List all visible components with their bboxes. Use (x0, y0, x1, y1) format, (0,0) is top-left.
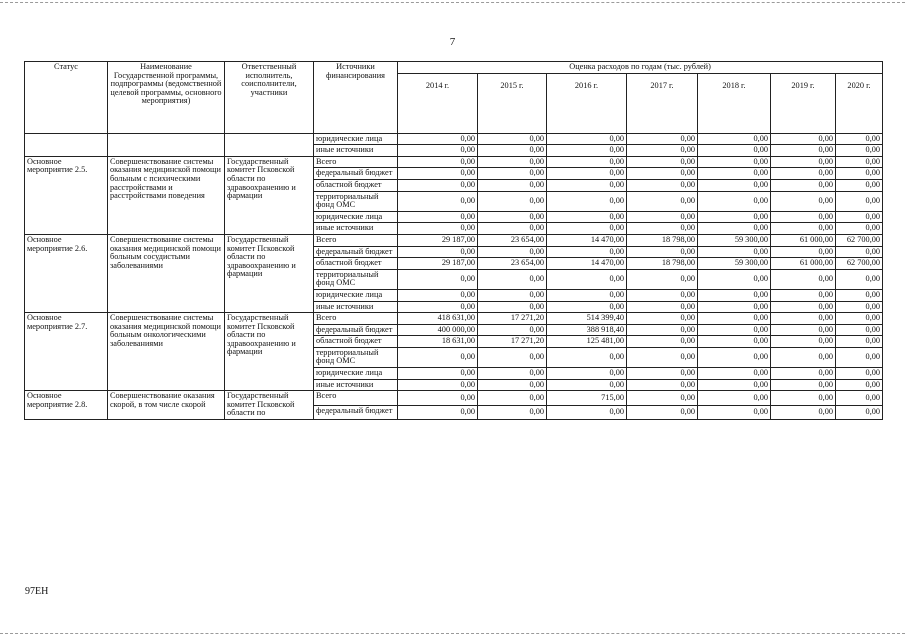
source-cell: областной бюджет (314, 258, 398, 270)
value-cell: 0,00 (627, 156, 698, 168)
value-cell: 0,00 (547, 269, 627, 289)
value-cell: 0,00 (398, 289, 478, 301)
value-cell: 0,00 (771, 301, 836, 313)
value-cell: 0,00 (478, 269, 547, 289)
value-cell: 0,00 (478, 324, 547, 336)
value-cell: 0,00 (627, 191, 698, 211)
source-cell: федеральный бюджет (314, 168, 398, 180)
value-cell: 0,00 (771, 191, 836, 211)
value-cell: 0,00 (398, 246, 478, 258)
value-cell: 0,00 (627, 301, 698, 313)
value-cell: 0,00 (836, 347, 883, 367)
value-cell: 0,00 (478, 391, 547, 405)
status-cell (25, 133, 108, 156)
value-cell: 0,00 (771, 289, 836, 301)
value-cell: 0,00 (547, 156, 627, 168)
source-cell: территориальный фонд ОМС (314, 191, 398, 211)
value-cell: 0,00 (698, 347, 771, 367)
value-cell: 0,00 (836, 289, 883, 301)
value-cell: 0,00 (398, 405, 478, 419)
value-cell: 0,00 (698, 324, 771, 336)
value-cell: 0,00 (547, 223, 627, 235)
value-cell: 0,00 (698, 211, 771, 223)
value-cell: 0,00 (478, 379, 547, 391)
source-cell: иные источники (314, 301, 398, 313)
value-cell: 0,00 (547, 191, 627, 211)
table-row (25, 391, 883, 405)
value-cell: 0,00 (836, 405, 883, 419)
value-cell: 0,00 (836, 391, 883, 405)
value-cell: 0,00 (698, 405, 771, 419)
source-cell: областной бюджет (314, 336, 398, 348)
source-cell: юридические лица (314, 211, 398, 223)
value-cell: 0,00 (836, 223, 883, 235)
value-cell: 0,00 (698, 191, 771, 211)
value-cell: 0,00 (547, 289, 627, 301)
value-cell: 0,00 (771, 211, 836, 223)
value-cell: 59 300,00 (698, 234, 771, 246)
value-cell: 0,00 (627, 405, 698, 419)
value-cell: 0,00 (698, 269, 771, 289)
scan-edge-bottom (0, 633, 905, 634)
value-cell: 0,00 (771, 133, 836, 145)
value-cell: 0,00 (836, 269, 883, 289)
header-year: 2016 г. (547, 73, 627, 133)
source-cell: иные источники (314, 145, 398, 157)
source-cell: Всего (314, 156, 398, 168)
value-cell: 0,00 (478, 145, 547, 157)
header-name: Наименование Государственной программы, подпрограммы (ведомственной целевой программы, основного мероприятия) (108, 62, 225, 134)
value-cell: 0,00 (398, 156, 478, 168)
measure-status: Основное мероприятие 2.5. (25, 156, 108, 234)
header-year: 2020 г. (836, 73, 883, 133)
value-cell: 0,00 (698, 223, 771, 235)
value-cell: 0,00 (478, 133, 547, 145)
value-cell: 0,00 (627, 289, 698, 301)
source-cell: федеральный бюджет (314, 246, 398, 258)
value-cell: 0,00 (698, 391, 771, 405)
value-cell: 0,00 (771, 336, 836, 348)
value-cell: 0,00 (627, 313, 698, 325)
measure-name: Совершенствование оказания скорой, в том числе скорой (108, 391, 225, 420)
header-year: 2018 г. (698, 73, 771, 133)
measure-status: Основное мероприятие 2.7. (25, 313, 108, 391)
value-cell: 0,00 (627, 246, 698, 258)
value-cell: 61 000,00 (771, 234, 836, 246)
table-row (25, 313, 883, 325)
value-cell: 0,00 (627, 379, 698, 391)
value-cell: 59 300,00 (698, 258, 771, 270)
measure-responsible: Государственный комитет Псковской области по здравоохранению и фармации (225, 313, 314, 391)
value-cell: 0,00 (398, 301, 478, 313)
value-cell: 23 654,00 (478, 234, 547, 246)
value-cell: 0,00 (627, 179, 698, 191)
header-year: 2015 г. (478, 73, 547, 133)
value-cell: 0,00 (547, 168, 627, 180)
value-cell: 0,00 (627, 368, 698, 380)
value-cell: 0,00 (478, 179, 547, 191)
value-cell: 0,00 (627, 168, 698, 180)
measure-name: Совершенствование системы оказания медицинской помощи больным с психическими расстройствами и расстройствами поведения (108, 156, 225, 234)
value-cell: 0,00 (478, 405, 547, 419)
value-cell: 0,00 (836, 156, 883, 168)
value-cell: 0,00 (698, 379, 771, 391)
value-cell: 0,00 (698, 336, 771, 348)
header-year: 2019 г. (771, 73, 836, 133)
value-cell: 0,00 (478, 156, 547, 168)
header-estimate: Оценка расходов по годам (тыс. рублей) (398, 62, 883, 74)
value-cell: 0,00 (398, 347, 478, 367)
responsible-cell (225, 133, 314, 156)
value-cell: 17 271,20 (478, 336, 547, 348)
value-cell: 0,00 (771, 324, 836, 336)
value-cell: 125 481,00 (547, 336, 627, 348)
header-status: Статус (25, 62, 108, 134)
value-cell: 18 798,00 (627, 258, 698, 270)
value-cell: 0,00 (836, 301, 883, 313)
budget-table (24, 61, 883, 420)
value-cell: 0,00 (836, 211, 883, 223)
value-cell: 0,00 (478, 347, 547, 367)
value-cell: 0,00 (836, 168, 883, 180)
value-cell: 29 187,00 (398, 234, 478, 246)
header-year: 2017 г. (627, 73, 698, 133)
value-cell: 0,00 (478, 211, 547, 223)
value-cell: 0,00 (398, 391, 478, 405)
value-cell: 0,00 (836, 368, 883, 380)
value-cell: 0,00 (627, 211, 698, 223)
value-cell: 23 654,00 (478, 258, 547, 270)
value-cell: 0,00 (478, 191, 547, 211)
source-cell: юридические лица (314, 289, 398, 301)
value-cell: 388 918,40 (547, 324, 627, 336)
value-cell: 0,00 (478, 246, 547, 258)
value-cell: 0,00 (698, 289, 771, 301)
source-cell: иные источники (314, 379, 398, 391)
value-cell: 0,00 (771, 405, 836, 419)
value-cell: 0,00 (478, 289, 547, 301)
source-cell: областной бюджет (314, 179, 398, 191)
footer-code: 97EH (25, 586, 49, 597)
value-cell: 0,00 (627, 391, 698, 405)
value-cell: 0,00 (398, 379, 478, 391)
measure-responsible: Государственный комитет Псковской области по здравоохранению и фармации (225, 156, 314, 234)
source-cell: Всего (314, 234, 398, 246)
value-cell: 715,00 (547, 391, 627, 405)
value-cell: 0,00 (698, 313, 771, 325)
source-cell: Всего (314, 313, 398, 325)
source-cell: Всего (314, 391, 398, 405)
value-cell: 0,00 (398, 223, 478, 235)
table-row (25, 156, 883, 168)
scan-edge-top (0, 2, 905, 3)
measure-responsible: Государственный комитет Псковской области по (225, 391, 314, 420)
value-cell: 0,00 (771, 269, 836, 289)
value-cell: 0,00 (836, 179, 883, 191)
value-cell: 0,00 (547, 301, 627, 313)
measure-name: Совершенствование системы оказания медицинской помощи больным онкологическими заболеваниями (108, 313, 225, 391)
value-cell: 0,00 (771, 391, 836, 405)
source-cell: территориальный фонд ОМС (314, 269, 398, 289)
value-cell: 0,00 (698, 168, 771, 180)
table-row (25, 133, 883, 145)
value-cell: 0,00 (836, 191, 883, 211)
value-cell: 0,00 (771, 347, 836, 367)
value-cell: 0,00 (836, 313, 883, 325)
source-cell: юридические лица (314, 133, 398, 145)
value-cell: 0,00 (771, 156, 836, 168)
header-sources: Источники финансирования (314, 62, 398, 134)
value-cell: 18 798,00 (627, 234, 698, 246)
measure-status: Основное мероприятие 2.8. (25, 391, 108, 420)
value-cell: 418 631,00 (398, 313, 478, 325)
value-cell: 0,00 (771, 379, 836, 391)
value-cell: 0,00 (398, 368, 478, 380)
measure-status: Основное мероприятие 2.6. (25, 234, 108, 312)
value-cell: 0,00 (478, 168, 547, 180)
value-cell: 0,00 (698, 179, 771, 191)
value-cell: 0,00 (398, 168, 478, 180)
value-cell: 0,00 (547, 379, 627, 391)
value-cell: 0,00 (627, 133, 698, 145)
header-year: 2014 г. (398, 73, 478, 133)
value-cell: 62 700,00 (836, 234, 883, 246)
value-cell: 29 187,00 (398, 258, 478, 270)
value-cell: 0,00 (698, 368, 771, 380)
source-cell: федеральный бюджет (314, 405, 398, 419)
value-cell: 0,00 (771, 145, 836, 157)
value-cell: 0,00 (547, 145, 627, 157)
value-cell: 0,00 (771, 368, 836, 380)
value-cell: 0,00 (547, 368, 627, 380)
value-cell: 0,00 (547, 179, 627, 191)
value-cell: 0,00 (547, 405, 627, 419)
value-cell: 0,00 (698, 246, 771, 258)
value-cell: 0,00 (547, 246, 627, 258)
value-cell: 61 000,00 (771, 258, 836, 270)
value-cell: 0,00 (836, 133, 883, 145)
value-cell: 0,00 (771, 246, 836, 258)
value-cell: 18 631,00 (398, 336, 478, 348)
value-cell: 0,00 (836, 324, 883, 336)
value-cell: 0,00 (698, 133, 771, 145)
value-cell: 0,00 (398, 145, 478, 157)
value-cell: 0,00 (547, 133, 627, 145)
value-cell: 0,00 (836, 145, 883, 157)
value-cell: 0,00 (836, 336, 883, 348)
value-cell: 0,00 (698, 145, 771, 157)
value-cell: 0,00 (398, 179, 478, 191)
value-cell: 14 470,00 (547, 234, 627, 246)
header-responsible: Ответственный исполнитель, соисполнители, участники (225, 62, 314, 134)
table-row (25, 234, 883, 246)
value-cell: 0,00 (627, 336, 698, 348)
value-cell: 0,00 (698, 301, 771, 313)
measure-responsible: Государственный комитет Псковской области по здравоохранению и фармации (225, 234, 314, 312)
value-cell: 0,00 (771, 313, 836, 325)
value-cell: 0,00 (547, 347, 627, 367)
value-cell: 0,00 (771, 179, 836, 191)
value-cell: 0,00 (398, 133, 478, 145)
value-cell: 0,00 (627, 223, 698, 235)
value-cell: 14 470,00 (547, 258, 627, 270)
table-body (25, 133, 883, 419)
value-cell: 400 000,00 (398, 324, 478, 336)
value-cell: 0,00 (398, 269, 478, 289)
value-cell: 62 700,00 (836, 258, 883, 270)
source-cell: юридические лица (314, 368, 398, 380)
value-cell: 0,00 (836, 246, 883, 258)
measure-name: Совершенствование системы оказания медицинской помощи больным сосудистыми заболеваниями (108, 234, 225, 312)
value-cell: 0,00 (627, 145, 698, 157)
value-cell: 0,00 (627, 324, 698, 336)
source-cell: иные источники (314, 223, 398, 235)
value-cell: 17 271,20 (478, 313, 547, 325)
name-cell (108, 133, 225, 156)
value-cell: 0,00 (398, 191, 478, 211)
value-cell: 0,00 (478, 301, 547, 313)
value-cell: 0,00 (771, 168, 836, 180)
value-cell: 0,00 (627, 269, 698, 289)
value-cell: 0,00 (478, 368, 547, 380)
value-cell: 514 399,40 (547, 313, 627, 325)
value-cell: 0,00 (547, 211, 627, 223)
value-cell: 0,00 (836, 379, 883, 391)
value-cell: 0,00 (398, 211, 478, 223)
value-cell: 0,00 (771, 223, 836, 235)
page-number: 7 (449, 36, 456, 48)
value-cell: 0,00 (698, 156, 771, 168)
value-cell: 0,00 (478, 223, 547, 235)
source-cell: федеральный бюджет (314, 324, 398, 336)
value-cell: 0,00 (627, 347, 698, 367)
source-cell: территориальный фонд ОМС (314, 347, 398, 367)
